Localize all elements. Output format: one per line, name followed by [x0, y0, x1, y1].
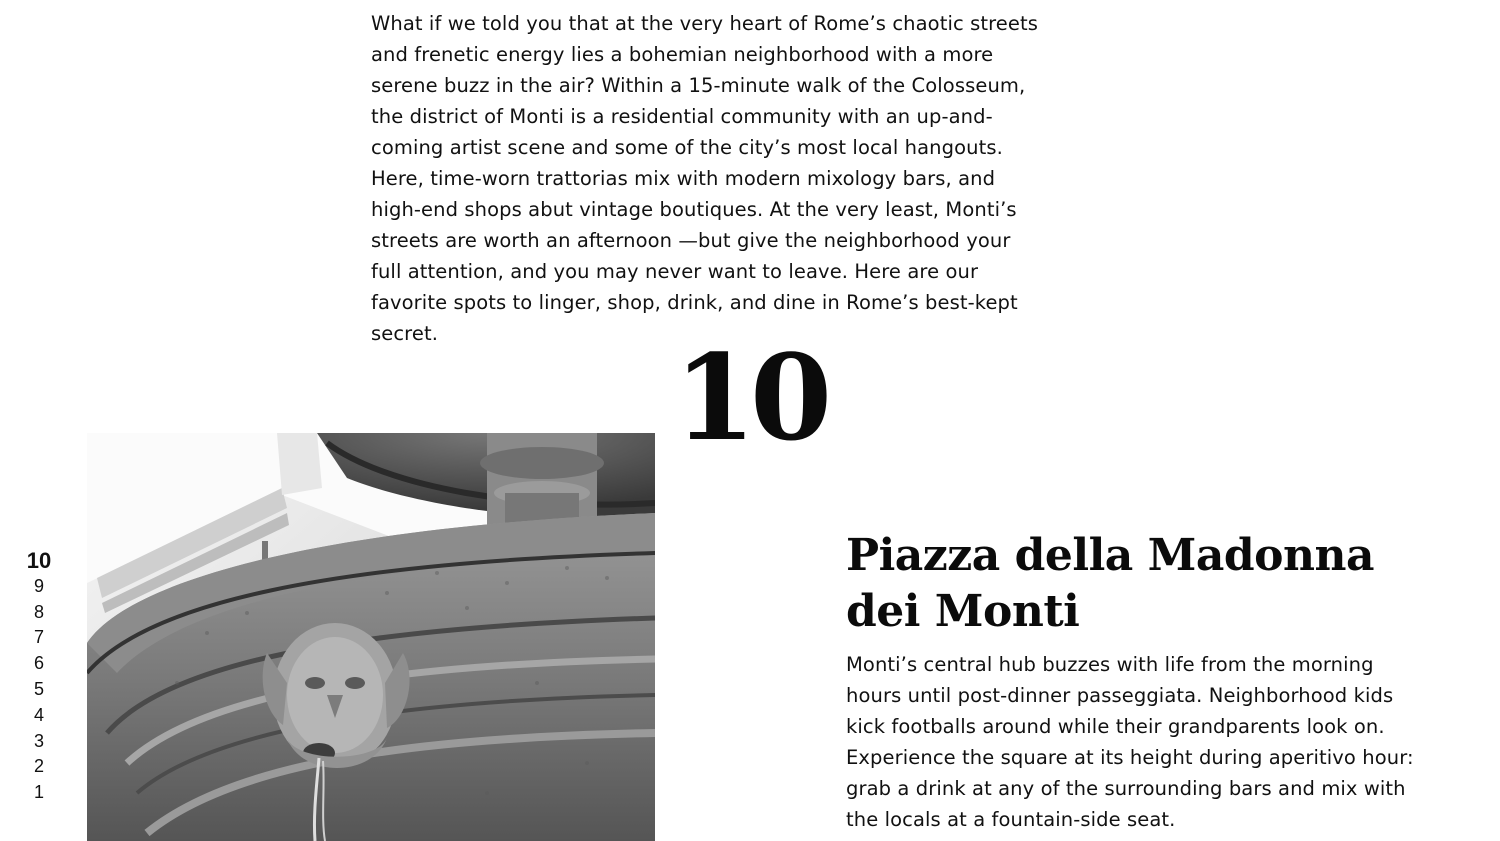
countdown-item-3[interactable]: 3 [33, 730, 44, 751]
fountain-photo [87, 433, 655, 841]
countdown-nav [14, 548, 64, 806]
spot-description: Monti’s central hub buzzes with life from the morning hours until post-dinner passeggiata. Neighborhood kids kick footballs around while their grandparents look on. Experience the square at its height during aperitivo hour: grab a drink at any of the surrounding bars and mix with the locals at a fountain-side seat. [846, 653, 1414, 831]
countdown-item-10[interactable]: 10 [26, 548, 52, 573]
spot-number: 10 [673, 328, 827, 467]
countdown-item-2[interactable]: 2 [33, 756, 44, 777]
countdown-item-5[interactable]: 5 [33, 678, 44, 699]
countdown-item-7[interactable]: 7 [33, 627, 44, 648]
countdown-item-4[interactable]: 4 [33, 704, 44, 725]
countdown-item-8[interactable]: 8 [33, 601, 44, 622]
countdown-item-1[interactable]: 1 [33, 782, 44, 803]
countdown-item-9[interactable]: 9 [33, 575, 44, 596]
countdown-item-6[interactable]: 6 [33, 653, 44, 674]
spot-title: Piazza della Madonna dei Monti [846, 530, 1374, 637]
intro-paragraph: What if we told you that at the very heart of Rome’s chaotic streets and frenetic energy lies a bohemian neighborhood with a more serene buzz in the air? Within a 15-minute walk of the Colosseum, the district of Monti is a residential community with an up-and-coming artist scene and some of the city’s most local hangouts. Here, time-worn trattorias mix with modern mixology bars, and high-end shops abut vintage boutiques. At the very least, Monti’s streets are worth an afternoon —but give the neighborhood your full attention, and you may never want to leave. Here are our favorite spots to linger, shop, drink, and dine in Rome’s best-kept secret. [371, 12, 1038, 345]
